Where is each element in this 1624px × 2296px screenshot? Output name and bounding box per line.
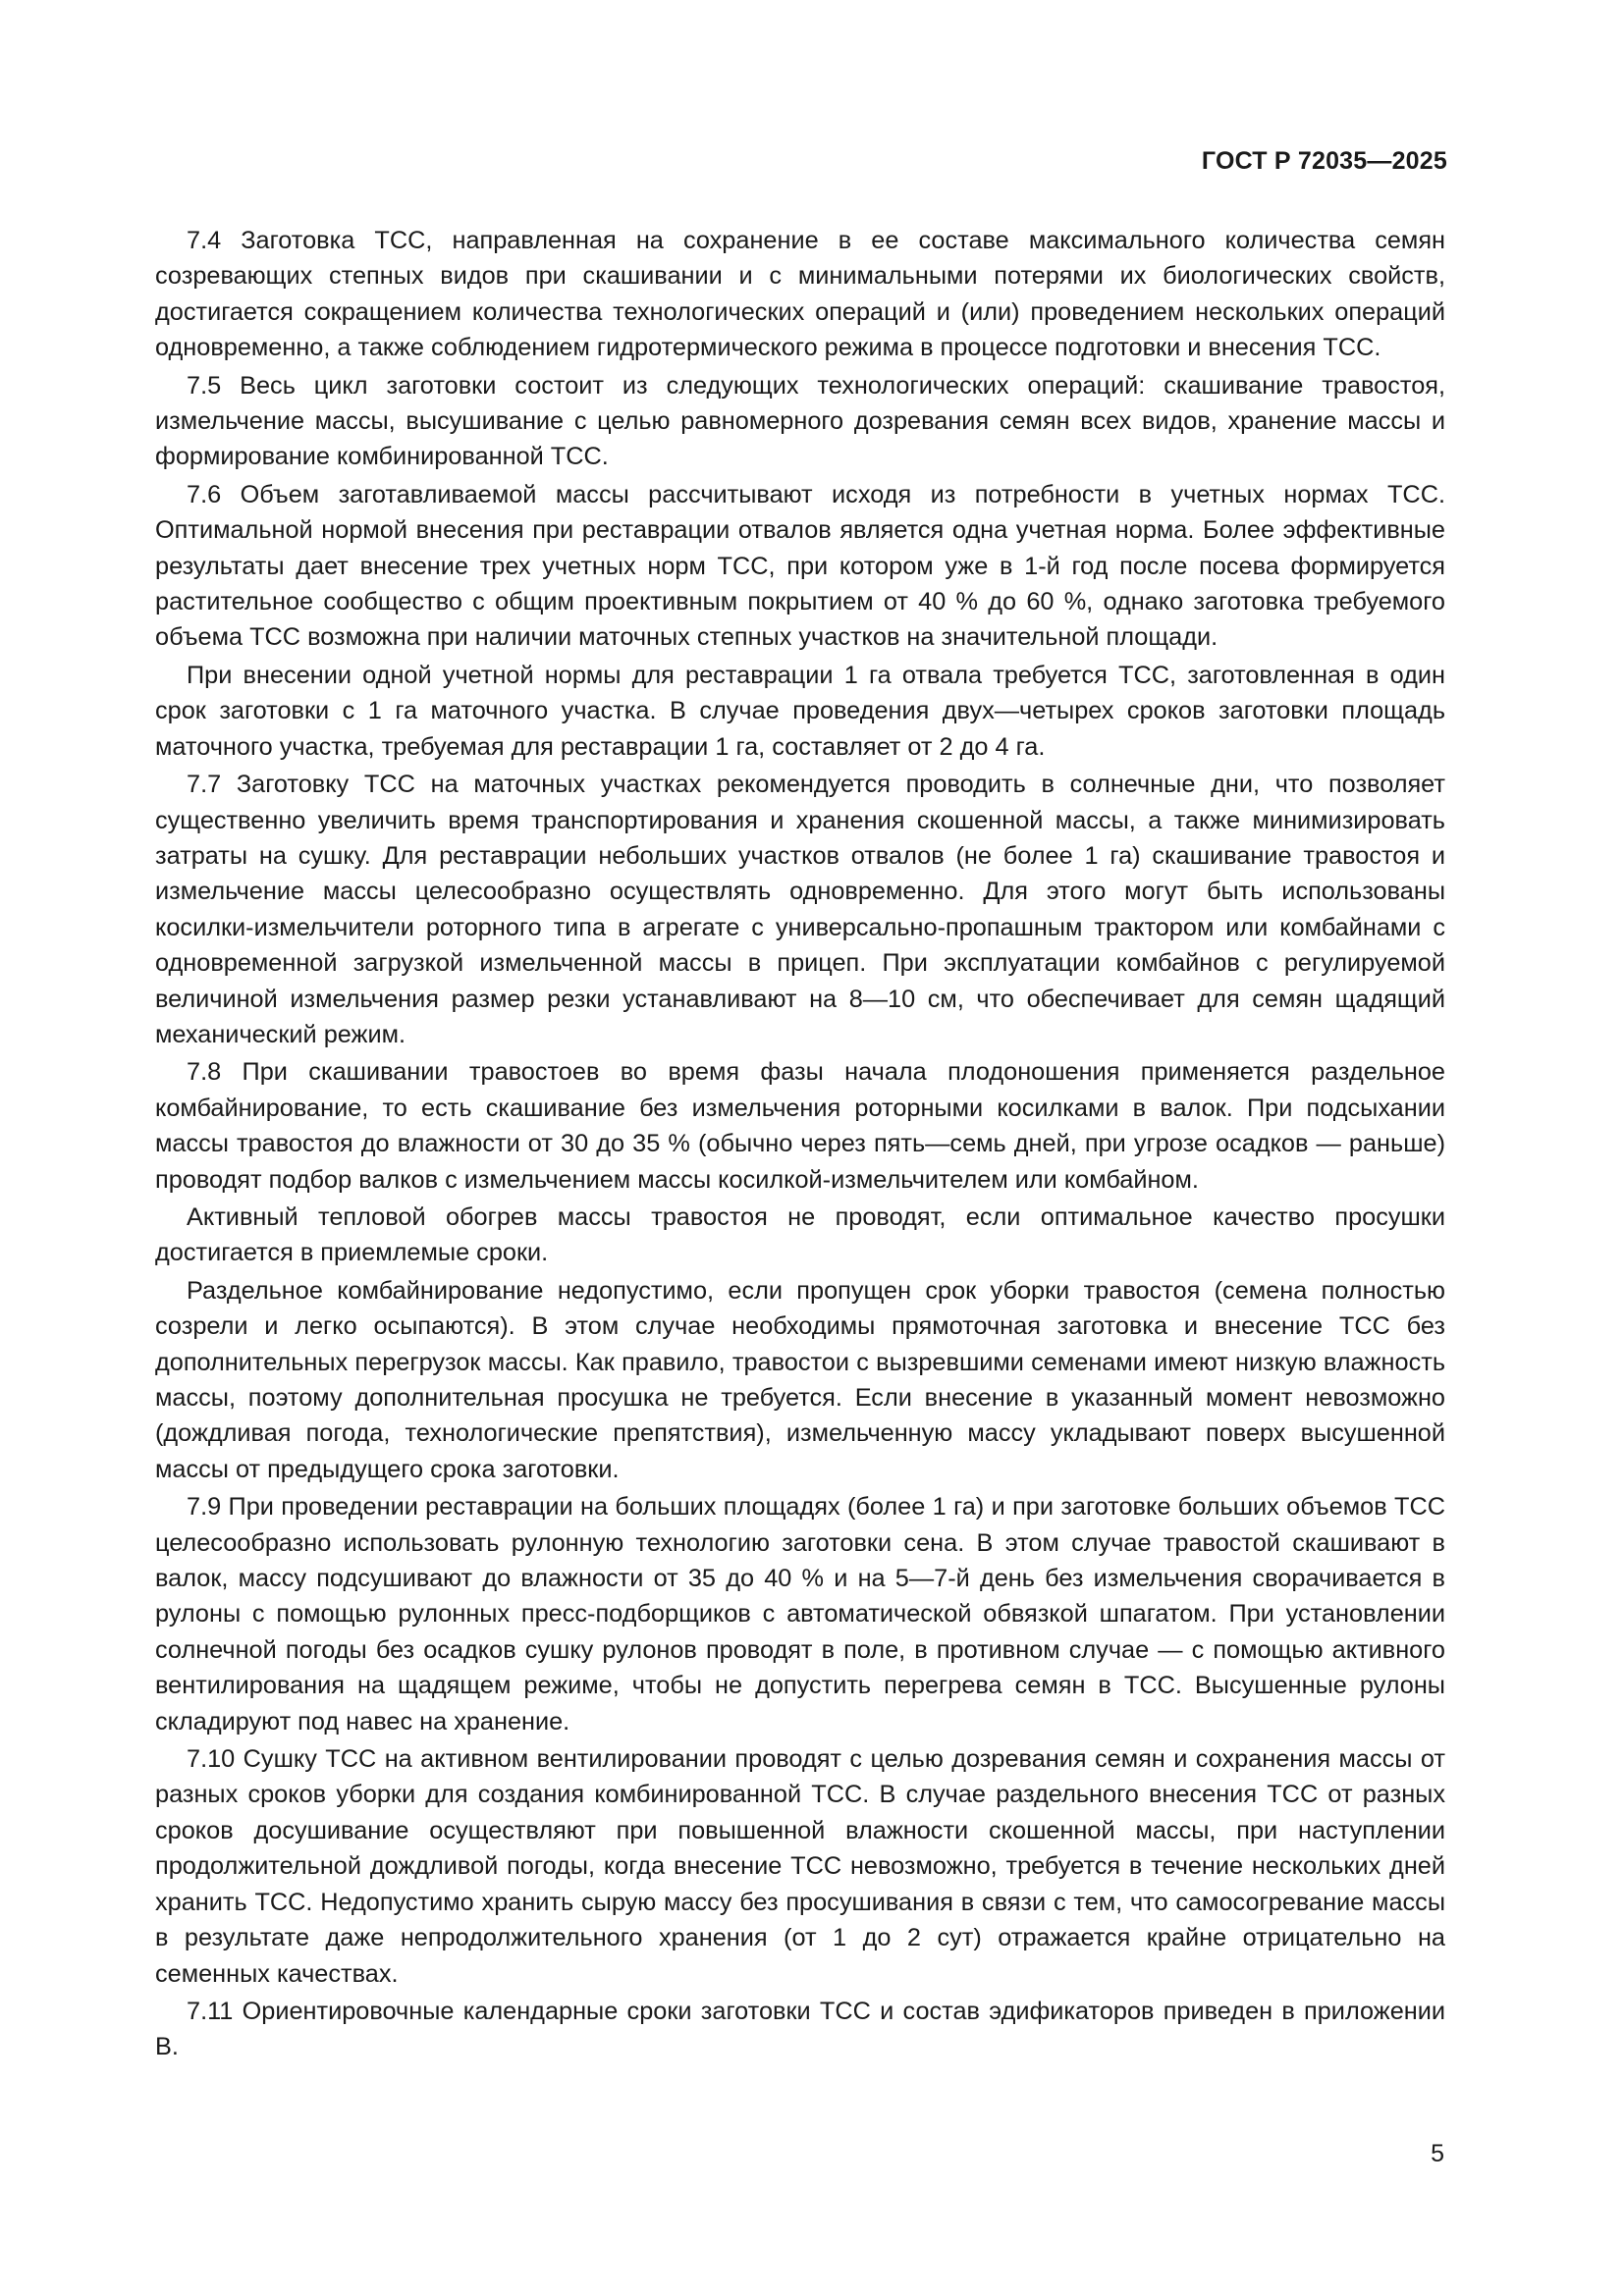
paragraph-7-9: 7.9 При проведении реставрации на больших площадях (более 1 га) и при заготовке больших объемов ТСС целесообразно использовать рулонную технологию заготовки сена. В этом случае травостой скашивают в валок, массу подсушивают до влажности от 35 до 40 % и на 5—7-й день без измельчения сворачивается в рулоны с помощью рулонных пресс-подборщиков с автоматической обвязкой шпагатом. При установлении солнечной погоды без осадков сушку рулонов проводят в поле, в противном случае — с помощью активного вентилирования на щадящем режиме, чтобы не допустить перегрева семян в ТСС. Высушенные рулоны складируют под навес на хранение. <box>155 1493 1445 1735</box>
paragraph-7-10: 7.10 Сушку ТСС на активном вентилировании проводят с целью дозревания семян и сохранения массы от разных сроков уборки для создания комбинированной ТСС. В случае раздельного внесения ТСС от разных сроков досушивание осуществляют при повышенной влажности скошенной массы, при наступлении продолжительной дождливой погоды, когда внесение ТСС невозможно, требуется в течение нескольких дней хранить ТСС. Недопустимо хранить сырую массу без просушивания в связи с тем, что самосогревание массы в результате даже непродолжительного хранения (от 1 до 2 сут) отражается крайне отрицательно на семенных качествах. <box>155 1745 1445 1988</box>
document-header-standard-id: ГОСТ Р 72035—2025 <box>1201 147 1447 175</box>
page-number: 5 <box>1431 2140 1444 2167</box>
paragraph-7-7: 7.7 Заготовку ТСС на маточных участках рекомендуется проводить в солнечные дни, что позволяет существенно увеличить время транспортирования и хранения скошенной массы, а также минимизировать затраты на сушку. Для реставрации небольших участков отвалов (не более 1 га) скашивание травостоя и измельчение массы целесообразно осуществлять одновременно. Для этого могут быть использованы косилки-измельчители роторного типа в агрегате с универсально-пропашным трактором или комбайнами с одновременной загрузкой измельченной массы в прицеп. При эксплуатации комбайнов с регулируемой величиной измельчения размер резки устанавливают на 8—10 см, что обеспечивает для семян щадящий механический режим. <box>155 771 1445 1048</box>
paragraph-7-5: 7.5 Весь цикл заготовки состоит из следующих технологических операций: скашивание травостоя, измельчение массы, высушивание с целью равномерного дозревания семян всех видов, хранение массы и формирование комбинированной ТСС. <box>155 371 1445 471</box>
paragraph-7-8: 7.8 При скашивании травостоев во время фазы начала плодоношения применяется раздельное комбайнирование, то есть скашивание без измельчения роторными косилками в валок. При подсыхании массы травостоя до влажности от 30 до 35 % (обычно через пять—семь дней, при угрозе осадков — раньше) проводят подбор валков с измельчением массы косилкой-измельчителем или комбайном. <box>155 1058 1445 1194</box>
document-body <box>155 223 1445 2067</box>
paragraph-7-8-heating: Активный тепловой обогрев массы травостоя не проводят, если оптимальное качество просушки достигается в приемлемые сроки. <box>155 1202 1445 1267</box>
paragraph-7-6: 7.6 Объем заготавливаемой массы рассчитывают исходя из потребности в учетных нормах ТСС. Оптимальной нормой внесения при реставрации отвалов является одна учетная норма. Более эффективные результаты дает внесение трех учетных норм ТСС, при котором уже в 1-й год после посева формируется растительное сообщество с общим проективным покрытием от 40 % до 60 %, однако заготовка требуемого объема ТСС возможна при наличии маточных степных участков на значительной площади. <box>155 480 1445 652</box>
paragraph-7-4: 7.4 Заготовка ТСС, направленная на сохранение в ее составе максимального количества семян созревающих степных видов при скашивании и с минимальными потерями их биологических свойств, достигается сокращением количества технологических операций и (или) проведением нескольких операций одновременно, а также соблюдением гидротермического режима в процессе подготовки и внесения ТСС. <box>155 227 1445 362</box>
paragraph-7-8-separate-combining: Раздельное комбайнирование недопустимо, если пропущен срок уборки травостоя (семена полностью созрели и легко осыпаются). В этом случае необходимы прямоточная заготовка и внесение ТСС без дополнительных перегрузок массы. Как правило, травостои с вызревшими семенами имеют низкую влажность массы, поэтому дополнительная просушка не требуется. Если внесение в указанный момент невозможно (дождливая погода, технологические препятствия), измельченную массу укладывают поверх высушенной массы от предыдущего срока заготовки. <box>155 1276 1445 1483</box>
paragraph-7-6-continued: При внесении одной учетной нормы для реставрации 1 га отвала требуется ТСС, заготовленная в один срок заготовки с 1 га маточного участка. В случае проведения двух—четырех сроков заготовки площадь маточного участка, требуемая для реставрации 1 га, составляет от 2 до 4 га. <box>155 661 1445 761</box>
paragraph-7-11: 7.11 Ориентировочные календарные сроки заготовки ТСС и состав эдификаторов приведен в приложении В. <box>155 1997 1445 2061</box>
